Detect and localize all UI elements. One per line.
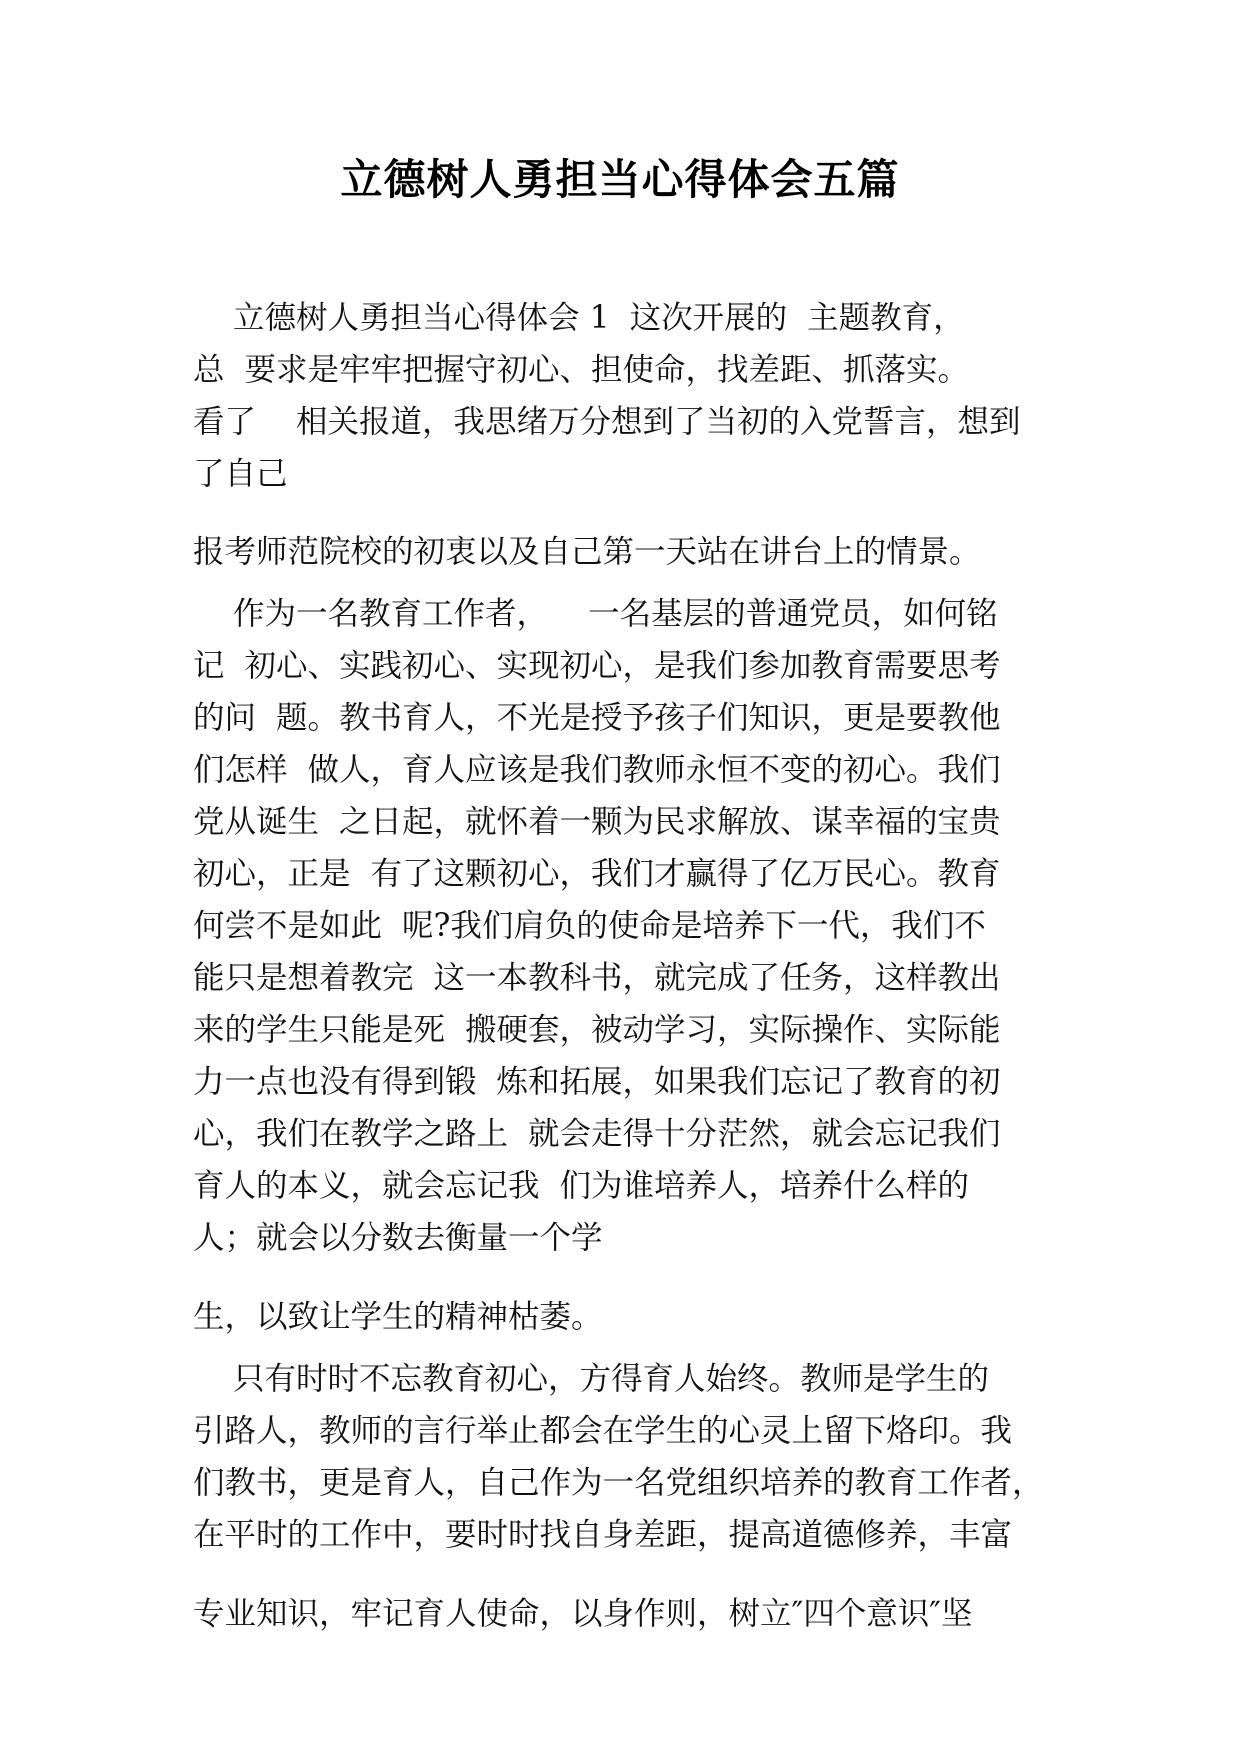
text-line: 了自己 xyxy=(193,456,288,492)
text-line: 来的学生只能是死 搬硬套，被动学习，实际操作、实际能 xyxy=(193,1012,1001,1048)
text-line: 力一点也没有得到锻 炼和拓展，如果我们忘记了教育的初 xyxy=(193,1064,1001,1100)
text-line: 引路人，教师的言行举止都会在学生的心灵上留下烙印。我 xyxy=(193,1413,1013,1449)
text-line: 只有时时不忘教育初心，方得育人始终。教师是学生的 xyxy=(193,1361,990,1397)
text-line: 在平时的工作中，要时时找自身差距，提高道德修养，丰富 xyxy=(193,1517,1013,1553)
text-line: 立德树人勇担当心得体会 1 这次开展的 主题教育， xyxy=(193,300,965,336)
text-line: 初心，正是 有了这颗初心，我们才赢得了亿万民心。教育 xyxy=(193,856,1001,892)
text-line: 们教书，更是育人，自己作为一名党组织培养的教育工作者， xyxy=(193,1465,1044,1501)
text-line: 总 要求是牢牢把握守初心、担使命，找差距、抓落实。 xyxy=(193,352,970,388)
text-line: 记 初心、实践初心、实现初心，是我们参加教育需要思考 xyxy=(193,648,1001,684)
text-line: 心，我们在教学之路上 就会走得十分茫然，就会忘记我们 xyxy=(193,1116,1001,1152)
text-line: 何尝不是如此 呢?我们肩负的使命是培养下一代，我们不 xyxy=(193,908,986,944)
text-line: 报考师范院校的初衷以及自己第一天站在讲台上的情景。 xyxy=(193,534,981,570)
text-line: 的问 题。教书育人，不光是授予孩子们知识，更是要教他 xyxy=(193,700,1001,736)
text-line: 专业知识，牢记育人使命，以身作则，树立″四个意识″坚 xyxy=(193,1596,973,1632)
text-line: 生，以致让学生的精神枯萎。 xyxy=(193,1299,603,1335)
text-line: 作为一名教育工作者， 一名基层的普通党员，如何铭 xyxy=(193,596,998,632)
text-line: 党从诞生 之日起，就怀着一颗为民求解放、谋幸福的宝贵 xyxy=(193,804,1001,840)
text-line: 们怎样 做人，育人应该是我们教师永恒不变的初心。我们 xyxy=(193,752,1001,788)
text-line: 人；就会以分数去衡量一个学 xyxy=(193,1220,603,1256)
text-line: 能只是想着教完 这一本教科书，就完成了任务，这样教出 xyxy=(193,960,1001,996)
document-title: 立德树人勇担当心得体会五篇 xyxy=(340,155,900,204)
text-line: 育人的本义，就会忘记我 们为谁培养人，培养什么样的 xyxy=(193,1168,970,1204)
text-line: 看了 相关报道，我思绪万分想到了当初的入党誓言，想到 xyxy=(193,404,1021,440)
